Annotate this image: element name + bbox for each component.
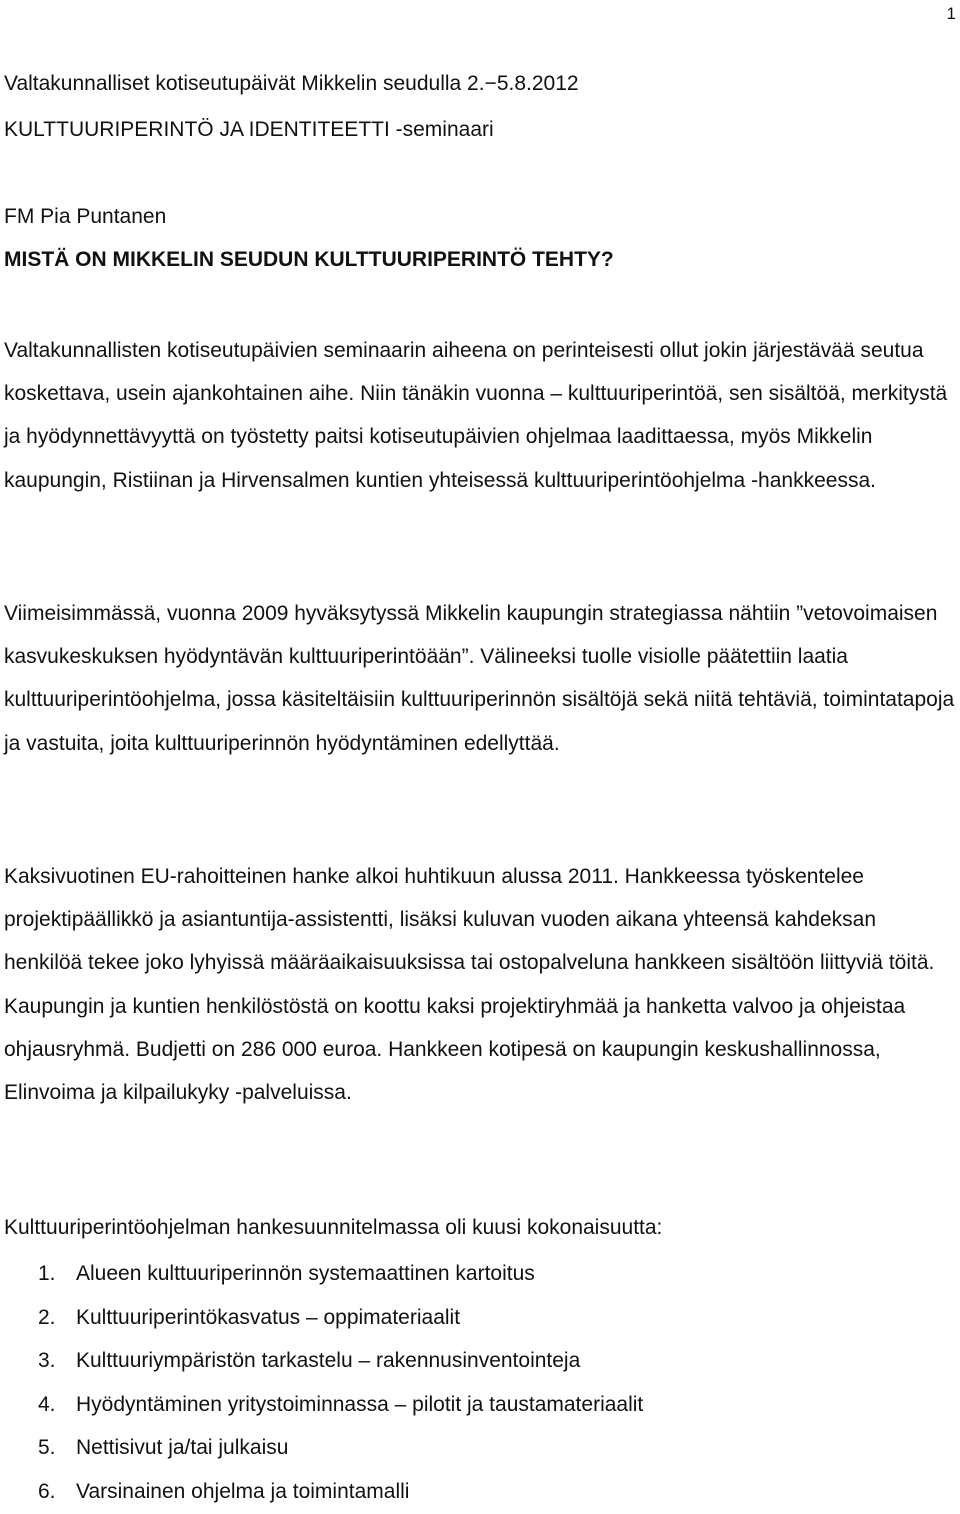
list-item-number: 6. [38, 1479, 56, 1503]
paragraph-intro: Valtakunnallisten kotiseutupäivien seminaarin aiheena on perinteisesti ollut jokin järjestävää seutua koskettava, usein ajankohtainen aihe. Niin tänäkin vuonna – kulttuuriperintöä, sen sisältöä, merkitystä ja hyödynnettävyyttä on työstetty paitsi kotiseutupäivien ohjelmaa laadittaessa, myös Mikkelin kaupungin, Ristiinan ja Hirvensalmen kuntien yhteisessä kulttuuriperintöohjelma -hankkeessa. [4, 339, 948, 492]
list-item-text: Kulttuuriperintökasvatus – oppimateriaalit [76, 1305, 461, 1329]
list-item-number: 5. [38, 1436, 56, 1460]
list-item [4, 1383, 643, 1427]
list-item-number: 2. [38, 1305, 56, 1329]
list-item-text: Hyödyntäminen yritystoiminnassa – pilotit ja taustamateriaalit [76, 1392, 644, 1416]
paragraph-strategy: Viimeisimmässä, vuonna 2009 hyväksytyssä Mikkelin kaupungin strategiassa nähtiin ”vetovoimaisen kasvukeskuksen hyödyntävän kulttuuriperintöään”. Välineeksi tuolle visiolle päätettiin laatia kulttuuriperintöohjelma, jossa käsiteltäisiin kulttuuriperinnön sisältöjä sekä niitä tehtäviä, toimintatapoja ja vastuita, joita kulttuuriperinnön hyödyntäminen edellyttää. [4, 602, 955, 755]
paragraph-list-intro: Kulttuuriperintöohjelman hankesuunnitelmassa oli kuusi kokonaisuutta: [4, 1216, 663, 1239]
list-item [4, 1252, 643, 1296]
entity-list [4, 1252, 643, 1514]
list-item-text: Kulttuuriympäristön tarkastelu – rakennusinventointeja [76, 1349, 581, 1373]
list-item-text: Varsinainen ohjelma ja toimintamalli [76, 1479, 410, 1503]
list-item [4, 1339, 643, 1383]
list-item-number: 3. [38, 1349, 56, 1373]
list-item-number: 4. [38, 1392, 56, 1416]
list-item-text: Alueen kulttuuriperinnön systemaattinen kartoitus [76, 1262, 535, 1285]
list-item-number: 1. [38, 1262, 56, 1285]
list-item [4, 1470, 643, 1514]
document-title: MISTÄ ON MIKKELIN SEUDUN KULTTUURIPERINTÖ TEHTY? [4, 248, 614, 271]
list-item-text: Nettisivut ja/tai julkaisu [76, 1436, 289, 1460]
page-number: 1 [946, 4, 956, 23]
event-line: Valtakunnalliset kotiseutupäivät Mikkelin seudulla 2.−5.8.2012 [4, 72, 579, 95]
list-item [4, 1296, 643, 1340]
seminar-line: KULTTUURIPERINTÖ JA IDENTITEETTI -seminaari [4, 118, 494, 141]
paragraph-project: Kaksivuotinen EU-rahoitteinen hanke alkoi huhtikuun alussa 2011. Hankkeessa työskentelee projektipäällikkö ja asiantuntija-assistentti, lisäksi kuluvan vuoden aikana yhteensä kahdeksan henkilöä tekee joko lyhyissä määräaikaisuuksissa tai ostopalveluna hankkeen sisältöön liittyviä töitä. Kaupungin ja kuntien henkilöstöstä on koottu kaksi projektiryhmää ja hanketta valvoo ja ohjeistaa ohjausryhmä. Budjetti on 286 000 euroa. Hankkeen kotipesä on kaupungin keskushallinnossa, Elinvoima ja kilpailukyky -palveluissa. [4, 865, 935, 1105]
list-item [4, 1426, 643, 1470]
author-line: FM Pia Puntanen [4, 205, 167, 228]
